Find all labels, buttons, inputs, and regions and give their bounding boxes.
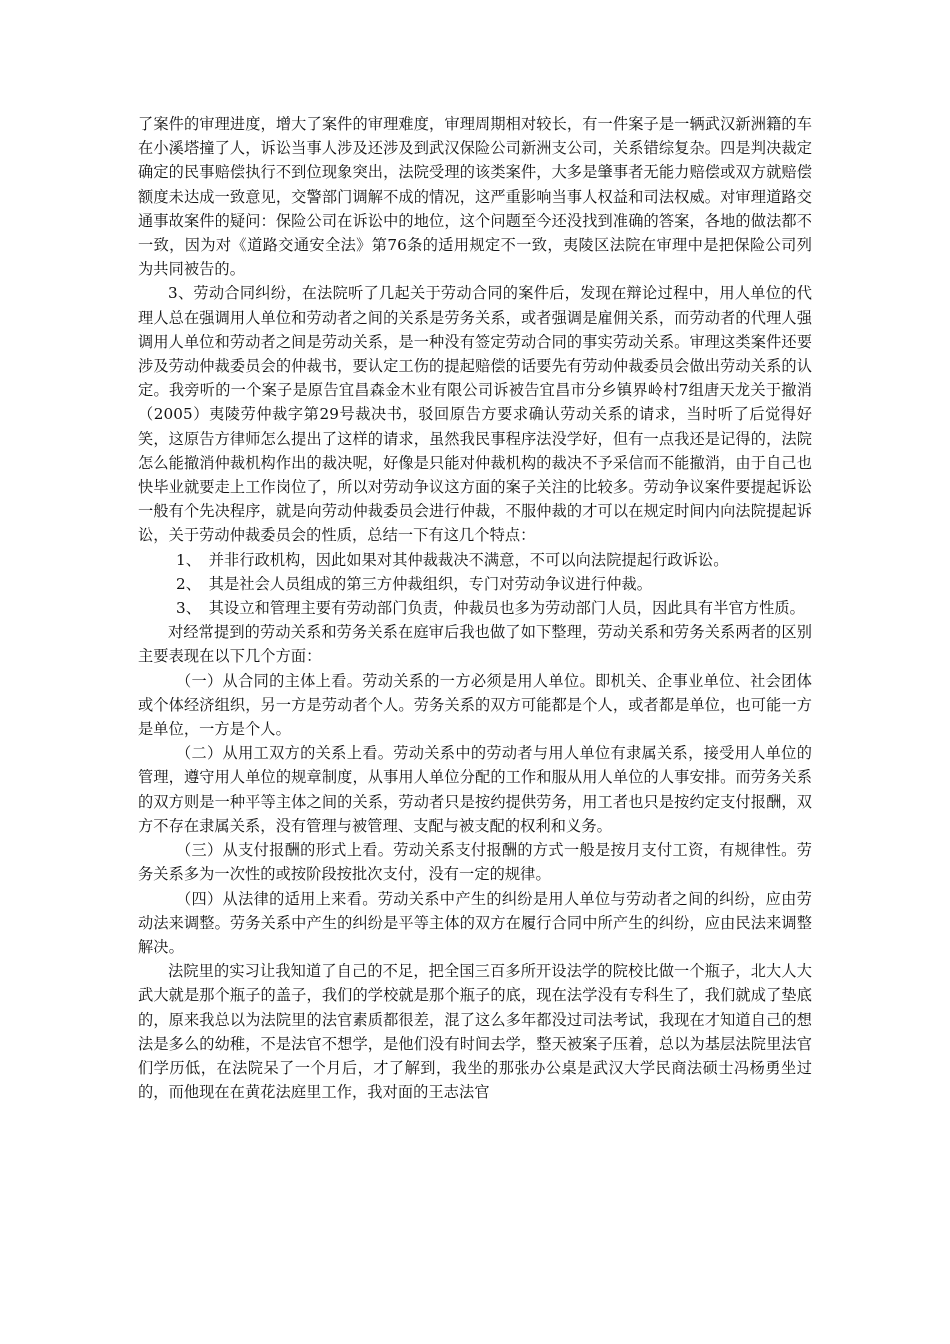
- paragraph-internship-reflection: 法院里的实习让我知道了自己的不足，把全国三百多所开设法学的院校比做一个瓶子，北大人大武大就是那个瓶子的盖子，我们的学校就是那个瓶子的底，现在法学没有专科生了，我们就成了垫底的，原来我总以为法院里的法官素质都很差，混了这么多年都没过司法考试，我现在才知道自己的想法是多么的幼稚，不是法官不想学，是他们没有时间去学，整天被案子压着，总以为基层法院里法官们学历低，在法院呆了一个月后，才了解到，我坐的那张办公桌是武汉大学民商法硕士冯杨勇坐过的，而他现在在黄花法庭里工作，我对面的王志法官: [138, 962, 812, 1102]
- paragraph-difference-payment: （三）从支付报酬的形式上看。劳动关系支付报酬的方式一般是按月支付工资，有规律性。劳务关系多为一次性的或按阶段按批次支付，没有一定的规律。: [138, 841, 812, 884]
- paragraph-difference-subject: （一）从合同的主体上看。劳动关系的一方必须是用人单位。即机关、企事业单位、社会团体或个体经济组织，另一方是劳动者个人。劳务关系的双方可能都是个人，或者都是单位，也可能一方是单位，一方是个人。: [138, 671, 812, 739]
- paragraph-labor-contract-dispute: 3、劳动合同纠纷，在法院听了几起关于劳动合同的案件后，发现在辩论过程中，用人单位的代理人总在强调用人单位和劳动者之间的关系是劳务关系，或者强调是雇佣关系，而劳动者的代理人强调用人单位和劳动者之间是劳动关系，是一种没有签定劳动合同的事实劳动关系。审理这类案件还要涉及劳动仲裁委员会的仲裁书，要认定工伤的提起赔偿的话要先有劳动仲裁委员会做出劳动关系的认定。我旁听的一个案子是原告宜昌森金木业有限公司诉被告宜昌市分乡镇界岭村7组唐天龙关于撤消（2005）夷陵劳仲裁字第29号裁决书，驳回原告方要求确认劳动关系的请求，当时听了后觉得好笑，这原告方律师怎么提出了这样的请求，虽然我民事程序法没学好，但有一点我还是记得的，法院怎么能撤消仲裁机构作出的裁决呢，好像是只能对仲裁机构的裁决不予采信而不能撤消，由于自己也快毕业就要走上工作岗位了，所以对劳动争议这方面的案子关注的比较多。劳动争议案件要提起诉讼一般有个先决程序，就是向劳动仲裁委员会进行仲裁，不服仲裁的才可以在规定时间内向法院提起诉讼，关于劳动仲裁委员会的性质，总结一下有这几个特点：: [138, 284, 812, 545]
- paragraph-relations-summary: 对经常提到的劳动关系和劳务关系在庭审后我也做了如下整理，劳动关系和劳务关系两者的区别主要表现在以下几个方面：: [138, 623, 812, 666]
- document-page: [138, 112, 812, 1104]
- paragraph-traffic-case-continued: 了案件的审理进度，增大了案件的审理难度，审理周期相对较长，有一件案子是一辆武汉新洲籍的车在小溪塔撞了人，诉讼当事人涉及还涉及到武汉保险公司新洲支公司，关系错综复杂。四是判决裁定确定的民事赔偿执行不到位现象突出，法院受理的该类案件，大多是肇事者无能力赔偿或双方就赔偿额度未达成一致意见，交警部门调解不成的情况，这严重影响当事人权益和司法权威。对审理道路交通事故案件的疑问：保险公司在诉讼中的地位，这个问题至今还没找到准确的答案，各地的做法都不一致，因为对《道路交通安全法》第76条的适用规定不一致，夷陵区法院在审理中是把保险公司列为共同被告的。: [138, 115, 812, 279]
- list-item-arbitration-feature-1: 1、 并非行政机构，因此如果对其仲裁裁决不满意，不可以向法院提起行政诉讼。: [176, 550, 729, 569]
- list-item-arbitration-feature-2: 2、 其是社会人员组成的第三方仲裁组织，专门对劳动争议进行仲裁。: [176, 574, 653, 593]
- paragraph-difference-relationship: （二）从用工双方的关系上看。劳动关系中的劳动者与用人单位有隶属关系，接受用人单位的管理，遵守用人单位的规章制度，从事用人单位分配的工作和服从用人单位的人事安排。而劳务关系的双方则是一种平等主体之间的关系，劳动者只是按约提供劳务，用工者也只是按约定支付报酬，双方不存在隶属关系，没有管理与被管理、支配与被支配的权利和义务。: [138, 744, 812, 835]
- list-item-arbitration-feature-3: 3、 其设立和管理主要有劳动部门负责，仲裁员也多为劳动部门人员，因此具有半官方性质。: [176, 599, 805, 618]
- paragraph-difference-law: （四）从法律的适用上来看。劳动关系中产生的纠纷是用人单位与劳动者之间的纠纷，应由劳动法来调整。劳务关系中产生的纠纷是平等主体的双方在履行合同中所产生的纠纷，应由民法来调整解决。: [138, 889, 812, 956]
